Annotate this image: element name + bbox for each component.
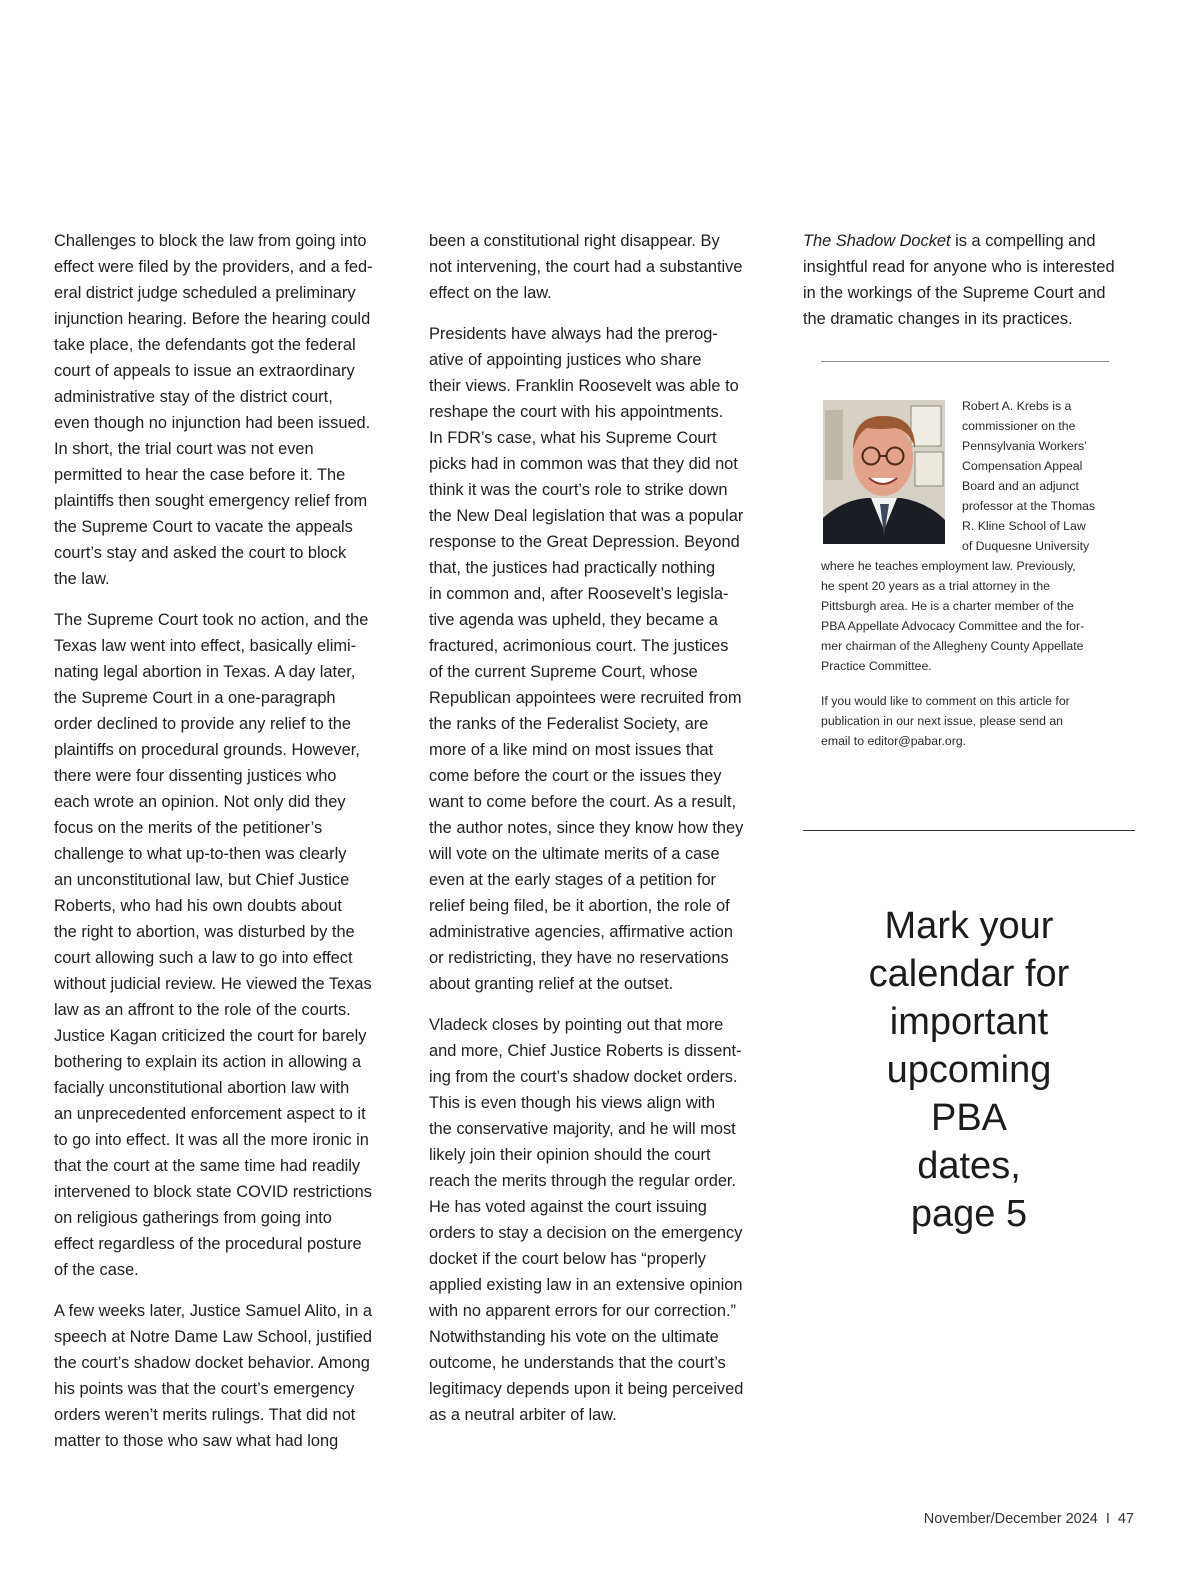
text-line: the Supreme Court in a one-paragraph [54,689,336,707]
text-line: come before the court or the issues they [429,767,722,785]
text-line: speech at Notre Dame Law School, justified [54,1328,372,1346]
note-line: email to editor@pabar.org. [821,734,967,748]
article-paragraph [429,321,765,997]
text-line: applied existing law in an extensive opinion [429,1276,743,1294]
text-line: not intervening, the court had a substantive [429,258,743,276]
text-line: to go into effect. It was all the more ironic in [54,1131,369,1149]
calendar-callout [850,902,1088,1238]
text-line: in common and, after Roosevelt’s legisla- [429,585,729,603]
callout-line: dates, [917,1145,1021,1187]
text-line: docket if the court below has “properly [429,1250,706,1268]
text-line: court allowing such a law to go into effect [54,949,353,967]
callout-line: calendar for [868,953,1070,995]
author-bio-top [962,396,1122,556]
text-line: picks had in common was that they did not [429,455,738,473]
bio-line: where he teaches employment law. Previously, [821,559,1076,573]
text-line: want to come before the court. As a result, [429,793,737,811]
text-line: nating legal abortion in Texas. A day later, [54,663,356,681]
text-line: each wrote an opinion. Not only did they [54,793,346,811]
bio-line: he spent 20 years as a trial attorney in the [821,579,1050,593]
text-line: response to the Great Depression. Beyond [429,533,740,551]
text-line: their views. Franklin Roosevelt was able to [429,377,739,395]
text-line: permitted to hear the case before it. The [54,466,346,484]
text-line: Notwithstanding his vote on the ultimate [429,1328,719,1346]
text-line: will vote on the ultimate merits of a case [429,845,720,863]
comment-note [821,691,1121,751]
note-line: publication in our next issue, please send an [821,714,1063,728]
text-line: Roberts, who had his own doubts about [54,897,342,915]
closing-paragraph [803,228,1138,332]
text-line: This is even though his views align with [429,1094,716,1112]
text-line: orders weren’t merits rulings. That did not [54,1406,356,1424]
text-line: reshape the court with his appointments. [429,403,724,421]
callout-line: page 5 [910,1193,1028,1235]
text-line: fractured, acrimonious court. The justices [429,637,729,655]
bio-divider [821,361,1109,362]
text-line: the court’s shadow docket behavior. Among [54,1354,370,1372]
callout-line: important [889,1001,1049,1043]
text-line: In FDR’s case, what his Supreme Court [429,429,717,447]
author-portrait-icon [823,400,945,544]
text-line: take place, the defendants got the federal [54,336,356,354]
text-line: bothering to explain its action in allowing a [54,1053,362,1071]
text-line: the conservative majority, and he will most [429,1120,736,1138]
text-line: the law. [54,570,110,588]
text-line: administrative agencies, affirmative action [429,923,733,941]
text-line: that the court at the same time had readily [54,1157,361,1175]
text-line: the New Deal legislation that was a popular [429,507,744,525]
article-paragraph [429,228,765,306]
bio-line: Pittsburgh area. He is a charter member of the [821,599,1074,613]
article-paragraph [54,607,390,1283]
article-paragraph [54,1298,390,1454]
author-photo [823,400,945,544]
text-line: think it was the court’s role to strike down [429,481,728,499]
note-line: If you would like to comment on this article for [821,694,1070,708]
text-line: ative of appointing justices who share [429,351,702,369]
text-line: facially unconstitutional abortion law with [54,1079,350,1097]
text-line: eral district judge scheduled a preliminary [54,284,356,302]
text-line: even though no injunction had been issued. [54,414,371,432]
text-line: relief being filed, be it abortion, the role of [429,897,730,915]
text-line: injunction hearing. Before the hearing could [54,310,371,328]
text-line: Presidents have always had the prerog- [429,325,718,343]
text-line: the author notes, since they know how they [429,819,744,837]
article-paragraph [54,228,390,592]
text-line: order declined to provide any relief to the [54,715,352,733]
bio-line: Pennsylvania Workers’ [962,439,1087,453]
text-line: that, the justices had practically nothing [429,559,716,577]
bio-line: R. Kline School of Law [962,519,1086,533]
text-line: administrative stay of the district court, [54,388,333,406]
closing-line: insightful read for anyone who is interested [803,258,1115,276]
text-line: with no apparent errors for our correction.” [429,1302,737,1320]
text-line: plaintiffs on procedural grounds. However, [54,741,360,759]
text-line: matter to those who saw what had long [54,1432,339,1450]
text-line: Vladeck closes by pointing out that more [429,1016,724,1034]
text-line: A few weeks later, Justice Samuel Alito, in a [54,1302,372,1320]
text-line: orders to stay a decision on the emergency [429,1224,743,1242]
text-line: and more, Chief Justice Roberts is dissent- [429,1042,742,1060]
text-line: without judicial review. He viewed the Texas [54,975,372,993]
bio-line: commissioner on the [962,419,1076,433]
bio-line: Board and an adjunct [962,479,1079,493]
closing-line-1 [803,228,1138,254]
bio-line: of Duquesne University [962,539,1090,553]
closing-line: the dramatic changes in its practices. [803,310,1073,328]
callout-divider [803,830,1135,831]
text-line: effect on the law. [429,284,552,302]
text-line: or redistricting, they have no reservations [429,949,729,967]
text-line: Challenges to block the law from going into [54,232,367,250]
bio-line: mer chairman of the Allegheny County Appellate [821,639,1084,653]
callout-line: Mark your [884,905,1054,947]
text-line: likely join their opinion should the court [429,1146,711,1164]
text-line: focus on the merits of the petitioner’s [54,819,323,837]
book-title: The Shadow Docket [803,232,951,250]
footer-separator: I [1105,1511,1110,1527]
text-line: an unprecedented enforcement aspect to it [54,1105,366,1123]
closing-line-1-rest: is a compelling and [950,232,1096,250]
text-line: The Supreme Court took no action, and the [54,611,369,629]
bio-line: professor at the Thomas [962,499,1096,513]
text-line: more of a like mind on most issues that [429,741,714,759]
article-paragraph [429,1012,765,1428]
text-line: plaintiffs then sought emergency relief from [54,492,368,510]
text-line: the Supreme Court to vacate the appeals [54,518,353,536]
text-line: the right to abortion, was disturbed by the [54,923,355,941]
text-line: the ranks of the Federalist Society, are [429,715,709,733]
article-column-2 [429,228,765,1443]
text-line: challenge to what up-to-then was clearly [54,845,347,863]
callout-line: upcoming [886,1049,1052,1091]
bio-line: PBA Appellate Advocacy Committee and the for- [821,619,1085,633]
text-line: Republican appointees were recruited from [429,689,742,707]
text-line: been a constitutional right disappear. By [429,232,720,250]
author-bio-bottom [821,556,1121,676]
article-column-1 [54,228,390,1469]
callout-line: PBA [930,1097,1008,1139]
page-number: 47 [1117,1511,1134,1527]
text-line: outcome, he understands that the court’s [429,1354,726,1372]
text-line: an unconstitutional law, but Chief Justice [54,871,350,889]
text-line: on religious gatherings from going into [54,1209,332,1227]
text-line: intervened to block state COVID restrictions [54,1183,372,1201]
text-line: about granting relief at the outset. [429,975,674,993]
bio-line: Compensation Appeal [962,459,1083,473]
text-line: effect were filed by the providers, and a fed- [54,258,373,276]
bio-line: Practice Committee. [821,659,932,673]
text-line: effect regardless of the procedural posture [54,1235,362,1253]
text-line: court’s stay and asked the court to block [54,544,347,562]
article-column-3 [803,228,1138,347]
text-line: even at the early stages of a petition for [429,871,717,889]
text-line: of the case. [54,1261,139,1279]
text-line: ing from the court’s shadow docket orders. [429,1068,738,1086]
text-line: He has voted against the court issuing [429,1198,707,1216]
text-line: tive agenda was upheld, they became a [429,611,718,629]
closing-line: in the workings of the Supreme Court and [803,284,1106,302]
text-line: law as an affront to the role of the courts. [54,1001,351,1019]
text-line: as a neutral arbiter of law. [429,1406,617,1424]
text-line: legitimacy depends upon it being perceived [429,1380,744,1398]
bio-line: Robert A. Krebs is a [962,399,1072,413]
text-line: In short, the trial court was not even [54,440,314,458]
text-line: there were four dissenting justices who [54,767,337,785]
text-line: of the current Supreme Court, whose [429,663,698,681]
issue-date: November/December 2024 [923,1511,1098,1527]
page-footer [924,1511,1134,1527]
text-line: Justice Kagan criticized the court for barely [54,1027,367,1045]
text-line: court of appeals to issue an extraordinary [54,362,355,380]
text-line: his points was that the court’s emergency [54,1380,355,1398]
text-line: Texas law went into effect, basically elimi- [54,637,357,655]
text-line: reach the merits through the regular order. [429,1172,737,1190]
